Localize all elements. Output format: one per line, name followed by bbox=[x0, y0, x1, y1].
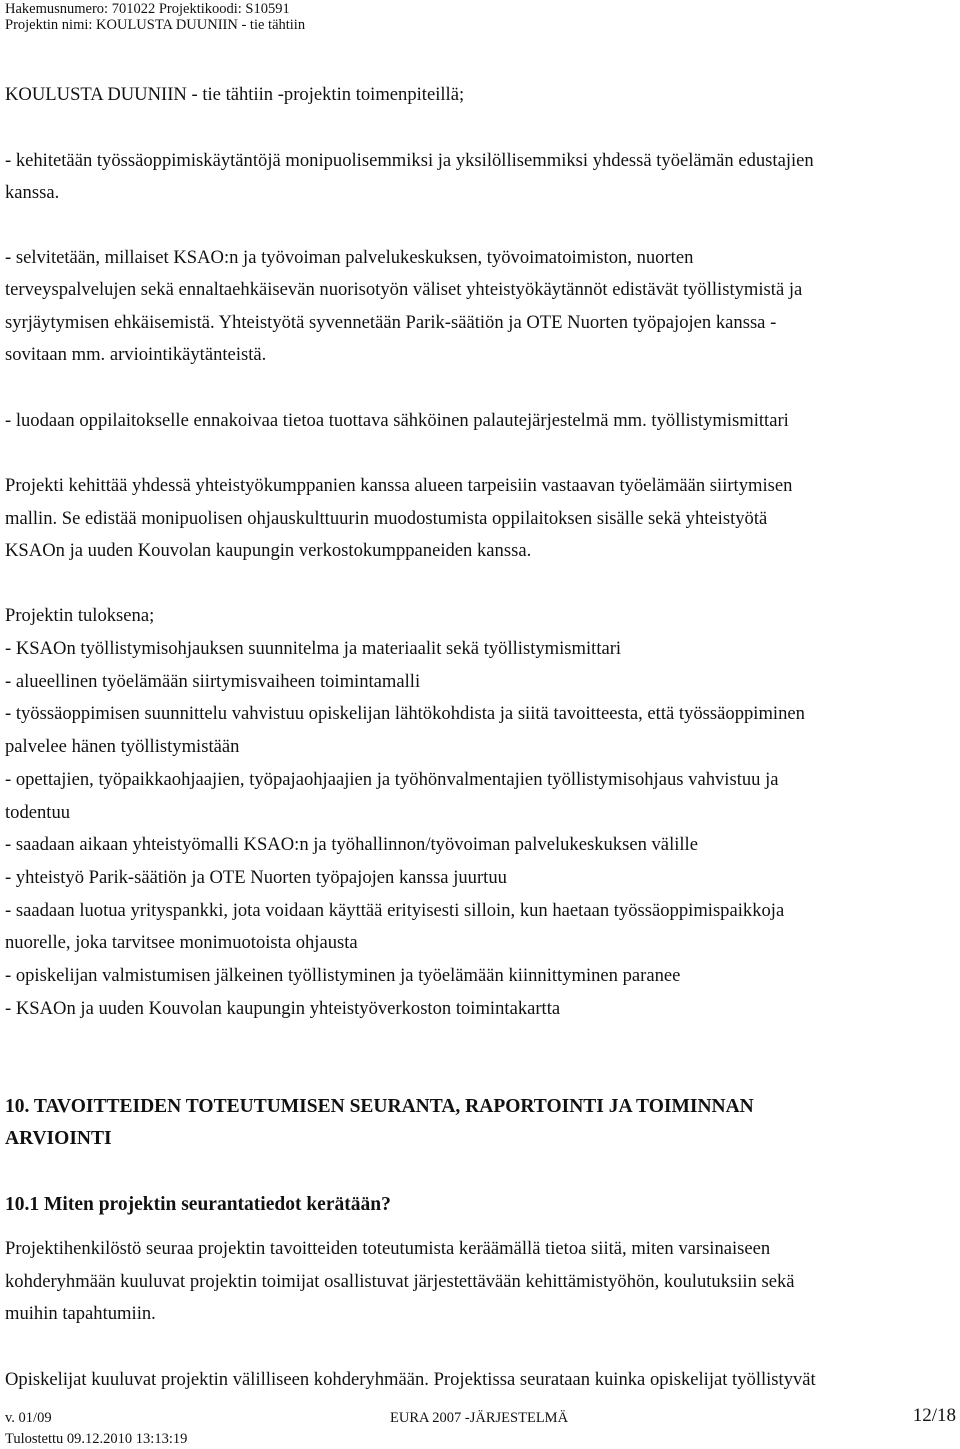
body-line: terveyspalvelujen sekä ennaltaehkäisevän nuorisotyön väliset yhteistyökäytännöt edistävät työllistymistä ja bbox=[5, 279, 803, 300]
body-line: - kehitetään työssäoppimiskäytäntöjä monipuolisemmiksi ja yksilöllisemmiksi yhdessä työelämän edustajien bbox=[5, 150, 814, 171]
body-line: syrjäytymisen ehkäisemistä. Yhteistyötä syvennetään Parik-säätiön ja OTE Nuorten työpajojen kanssa - bbox=[5, 312, 777, 333]
result-item: - yhteistyö Parik-säätiön ja OTE Nuorten työpajojen kanssa juurtuu bbox=[5, 867, 507, 888]
result-item: - työssäoppimisen suunnittelu vahvistuu opiskelijan lähtökohdista ja siitä tavoitteesta, että työssäoppiminen bbox=[5, 703, 805, 724]
body-line: Projekti kehittää yhdessä yhteistyökumppanien kanssa alueen tarpeisiin vastaavan työelämään siirtymisen bbox=[5, 475, 793, 496]
section-heading-cont: ARVIOINTI bbox=[5, 1128, 112, 1149]
subsection-heading: 10.1 Miten projektin seurantatiedot kerätään? bbox=[5, 1194, 391, 1215]
result-item: palvelee hänen työllistymistään bbox=[5, 736, 240, 757]
result-item: - KSAOn ja uuden Kouvolan kaupungin yhteistyöverkoston toimintakartta bbox=[5, 998, 561, 1019]
body-line: mallin. Se edistää monipuolisen ohjauskulttuurin muodostumista oppilaitoksen sisälle sekä yhteistyötä bbox=[5, 508, 768, 529]
result-item: todentuu bbox=[5, 802, 71, 823]
body-line: - luodaan oppilaitokselle ennakoivaa tietoa tuottava sähköinen palautejärjestelmä mm. työllistymismittari bbox=[5, 410, 789, 431]
footer-printed: Tulostettu 09.12.2010 13:13:19 bbox=[5, 1431, 188, 1447]
project-name: Projektin nimi: KOULUSTA DUUNIIN - tie tähtiin bbox=[5, 17, 306, 33]
body-line: kanssa. bbox=[5, 182, 60, 203]
application-number: Hakemusnumero: 701022 Projektikoodi: S10591 bbox=[5, 1, 290, 17]
body-line: Opiskelijat kuuluvat projektin välilliseen kohderyhmään. Projektissa seurataan kuinka opiskelijat työllistyvät bbox=[5, 1369, 816, 1390]
result-item: - opettajien, työpaikkaohjaajien, työpajaohjaajien ja työhönvalmentajien työllistymisohjaus vahvistuu ja bbox=[5, 769, 779, 790]
footer-system: EURA 2007 -JÄRJESTELMÄ bbox=[390, 1410, 569, 1426]
result-item: - saadaan aikaan yhteistyömalli KSAO:n ja työhallinnon/työvoiman palvelukeskuksen välille bbox=[5, 834, 698, 855]
result-item: nuorelle, joka tarvitsee monimuotoista ohjausta bbox=[5, 932, 358, 953]
intro-line: KOULUSTA DUUNIIN - tie tähtiin -projektin toimenpiteillä; bbox=[5, 84, 465, 105]
results-intro: Projektin tuloksena; bbox=[5, 605, 155, 626]
section-heading: 10. TAVOITTEIDEN TOTEUTUMISEN SEURANTA, RAPORTOINTI JA TOIMINNAN bbox=[5, 1096, 754, 1117]
result-item: - alueellinen työelämään siirtymisvaiheen toimintamalli bbox=[5, 671, 421, 692]
body-line: - selvitetään, millaiset KSAO:n ja työvoiman palvelukeskuksen, työvoimatoimiston, nuorten bbox=[5, 247, 694, 268]
body-line: Projektihenkilöstö seuraa projektin tavoitteiden toteutumista keräämällä tietoa siitä, miten varsinaiseen bbox=[5, 1238, 771, 1259]
body-line: muihin tapahtumiin. bbox=[5, 1303, 156, 1324]
result-item: - saadaan luotua yrityspankki, jota voidaan käyttää erityisesti silloin, kun haetaan työssäoppimispaikkoja bbox=[5, 900, 785, 921]
body-line: KSAOn ja uuden Kouvolan kaupungin verkostokumppaneiden kanssa. bbox=[5, 540, 532, 561]
page-header bbox=[5, 1, 305, 33]
result-item: - KSAOn työllistymisohjauksen suunnitelma ja materiaalit sekä työllistymismittari bbox=[5, 638, 622, 659]
body-line: sovitaan mm. arviointikäytänteistä. bbox=[5, 344, 267, 365]
page-number: 12/18 bbox=[912, 1405, 956, 1426]
result-item: - opiskelijan valmistumisen jälkeinen työllistyminen ja työelämään kiinnittyminen paranee bbox=[5, 965, 681, 986]
body-line: kohderyhmään kuuluvat projektin toimijat osallistuvat järjestettävään kehittämistyöhön, koulutuksiin sekä bbox=[5, 1271, 795, 1292]
footer-version: v. 01/09 bbox=[5, 1410, 52, 1426]
